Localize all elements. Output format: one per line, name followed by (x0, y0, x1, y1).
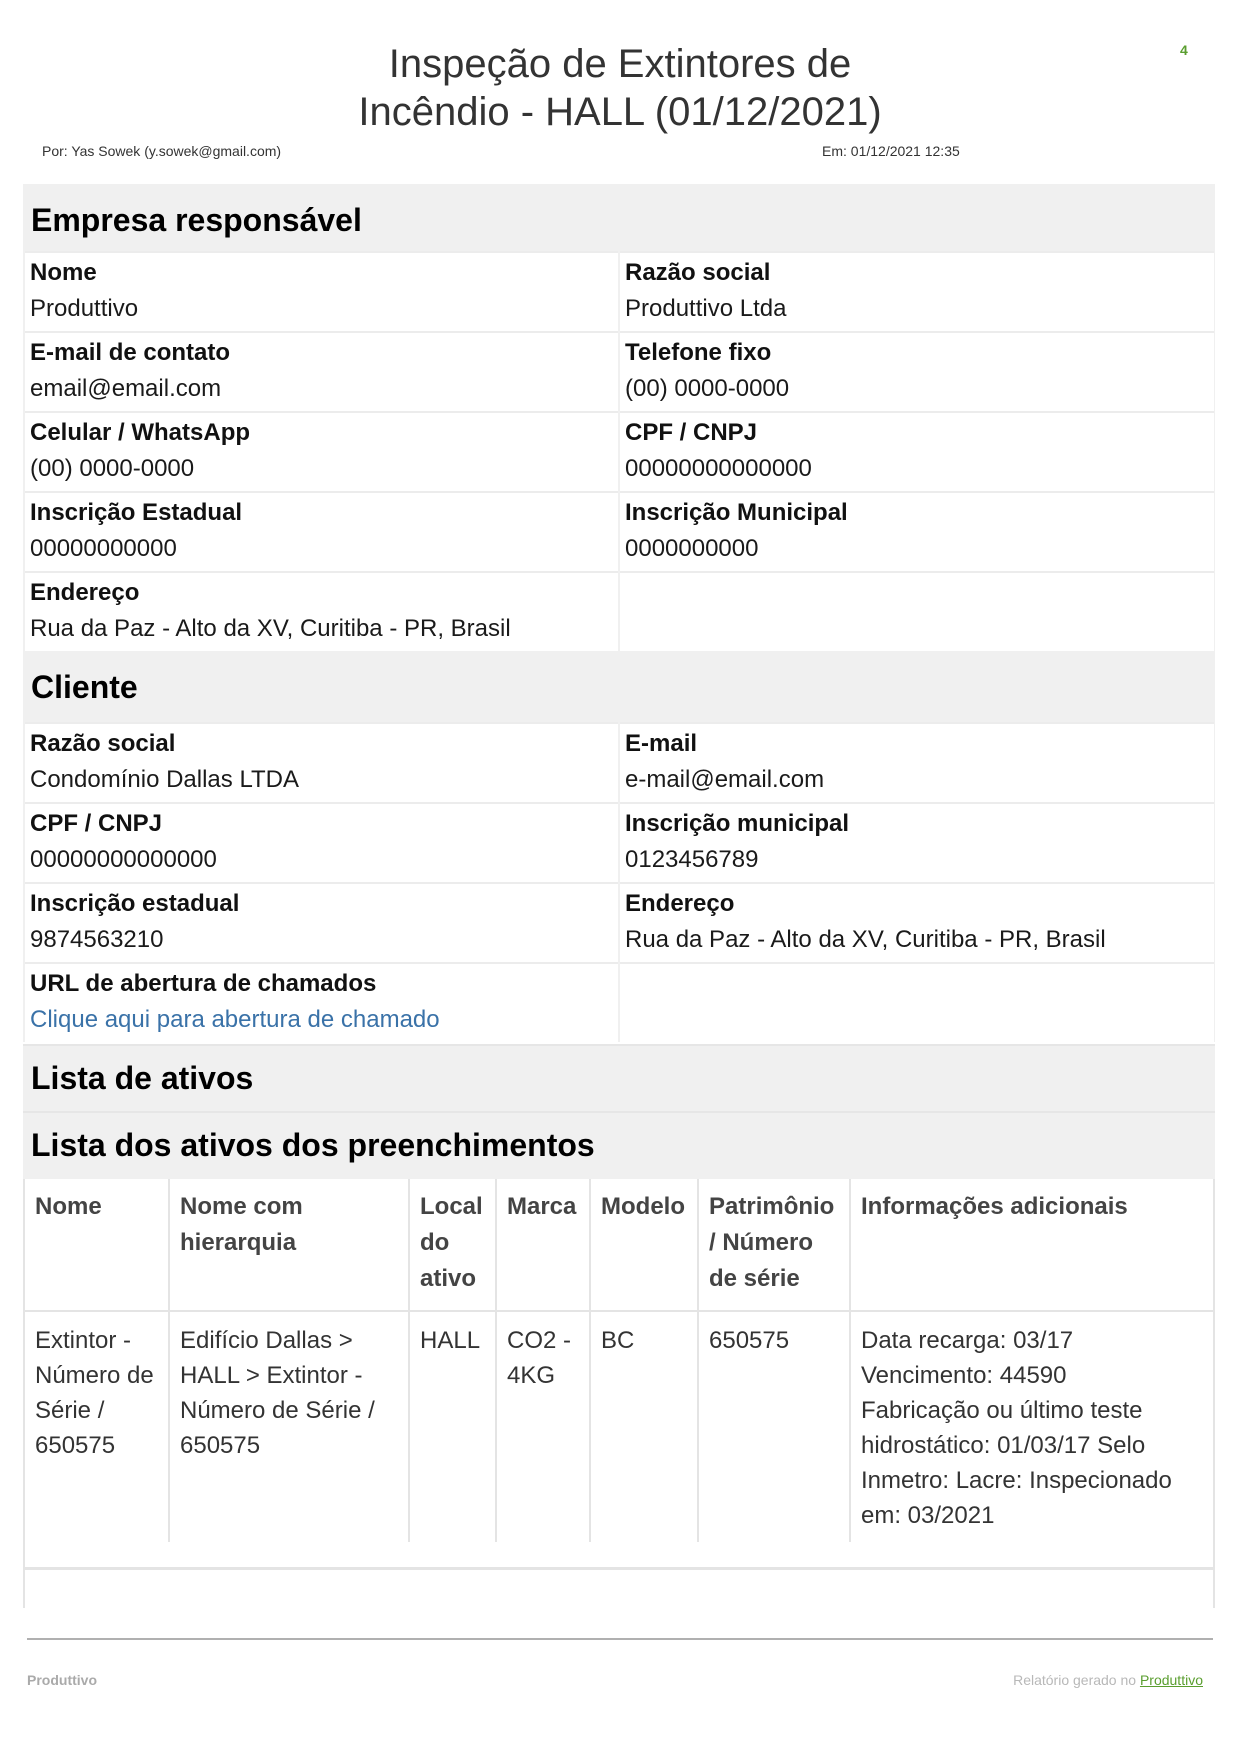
table-cell-nome: Extintor - Número de Série / 650575 (35, 1327, 154, 1459)
empresa-field-empty (620, 571, 1214, 651)
field-label: Inscrição Municipal (625, 499, 848, 526)
empresa-heading: Empresa responsável (31, 202, 362, 238)
ativos-preenchimentos-section (23, 1111, 1215, 1181)
field-value: (00) 0000-0000 (30, 455, 195, 482)
report-title-line2: Incêndio - HALL (01/12/2021) (358, 90, 882, 134)
cliente-field-email (620, 722, 1214, 802)
cliente-field-inscricao-estadual (25, 882, 618, 962)
field-label: Telefone fixo (625, 339, 772, 366)
field-value: e-mail@email.com (625, 766, 825, 793)
field-label: Nome (30, 259, 97, 286)
field-value: (00) 0000-0000 (625, 375, 790, 402)
report-title-line1: Inspeção de Extintores de (388, 42, 852, 86)
footer-brand: Produttivo (27, 1672, 97, 1688)
field-label: E-mail (625, 730, 698, 757)
table-cell-marca: CO2 - 4KG (507, 1327, 572, 1389)
column-header-modelo: Modelo (601, 1193, 685, 1220)
ativos-section (23, 1044, 1215, 1113)
field-label: Endereço (625, 890, 735, 917)
field-label: CPF / CNPJ (625, 419, 758, 446)
empresa-field-nome (25, 251, 618, 331)
field-label: Endereço (30, 579, 140, 606)
table-cell-hierarquia: Edifício Dallas > HALL > Extintor - Número de Série / 650575 (180, 1327, 375, 1459)
empresa-field-celular (25, 411, 618, 491)
cliente-field-endereco (620, 882, 1214, 962)
field-value: 0123456789 (625, 846, 759, 873)
table-right-border (1213, 1179, 1215, 1608)
report-author: Por: Yas Sowek (y.sowek@gmail.com) (42, 143, 282, 159)
field-label: Razão social (30, 730, 176, 757)
footer-produttivo-link[interactable]: Produttivo (1139, 1672, 1203, 1688)
field-value: Condomínio Dallas LTDA (30, 766, 300, 793)
cliente-heading: Cliente (31, 669, 138, 705)
table-cell-local: HALL (420, 1327, 481, 1354)
column-header-marca: Marca (507, 1193, 577, 1220)
table-cell-modelo: BC (601, 1327, 635, 1354)
cliente-field-empty (620, 962, 1214, 1042)
field-value: 00000000000 (30, 535, 177, 562)
cliente-field-razao-social (25, 722, 618, 802)
report-date: Em: 01/12/2021 12:35 (822, 143, 960, 159)
empresa-field-razao-social (620, 251, 1214, 331)
field-value: 00000000000000 (30, 846, 217, 873)
empresa-field-cpf-cnpj (620, 411, 1214, 491)
table-cell-patrimonio: 650575 (709, 1327, 790, 1354)
cliente-field-inscricao-municipal (620, 802, 1214, 882)
field-label: Celular / WhatsApp (30, 419, 251, 446)
empresa-field-endereco (25, 571, 618, 651)
field-label: URL de abertura de chamados (30, 970, 377, 997)
field-value: Produttivo Ltda (625, 295, 787, 322)
field-value: Rua da Paz - Alto da XV, Curitiba - PR, Brasil (30, 615, 511, 642)
field-value: 9874563210 (30, 926, 164, 953)
field-value: Rua da Paz - Alto da XV, Curitiba - PR, Brasil (625, 926, 1106, 953)
report-title (0, 40, 1240, 136)
empresa-field-email (25, 331, 618, 411)
column-header-nome-hierarquia: Nome com hierarquia (180, 1193, 303, 1256)
field-label: Inscrição municipal (625, 810, 850, 837)
field-value: Produttivo (30, 295, 139, 322)
empresa-field-telefone (620, 331, 1214, 411)
column-header-patrimonio: Patrimônio / Número de série (709, 1193, 835, 1292)
footer-generated-text: Relatório gerado no (1013, 1672, 1140, 1688)
field-label: Inscrição Estadual (30, 499, 243, 526)
field-label: E-mail de contato (30, 339, 231, 366)
footer-generated (1013, 1672, 1203, 1688)
column-header-info: Informações adicionais (861, 1193, 1128, 1220)
field-value: email@email.com (30, 375, 222, 402)
ativos-subheading: Lista dos ativos dos preenchimentos (31, 1127, 595, 1163)
column-header-nome: Nome (35, 1193, 102, 1220)
field-value: 00000000000000 (625, 455, 812, 482)
empresa-field-inscricao-estadual (25, 491, 618, 571)
cliente-field-cpf-cnpj (25, 802, 618, 882)
table-cell-info: Data recarga: 03/17 Vencimento: 44590 Fabricação ou último teste hidrostático: 01/03/17 Selo Inmetro: Lacre: Inspecionado em: 03/2021 (861, 1327, 1172, 1529)
cliente-field-url-chamados (25, 962, 618, 1042)
footer-divider (27, 1638, 1213, 1640)
table-bottom-divider (23, 1567, 1215, 1570)
column-header-local: Local do ativo (420, 1193, 483, 1292)
page-number: 4 (1180, 42, 1188, 58)
empresa-field-inscricao-municipal (620, 491, 1214, 571)
field-value: 0000000000 (625, 535, 759, 562)
open-ticket-link[interactable]: Clique aqui para abertura de chamado (30, 1006, 440, 1033)
field-label: Inscrição estadual (30, 890, 240, 917)
field-label: Razão social (625, 259, 771, 286)
ativos-heading: Lista de ativos (31, 1060, 254, 1096)
field-label: CPF / CNPJ (30, 810, 163, 837)
